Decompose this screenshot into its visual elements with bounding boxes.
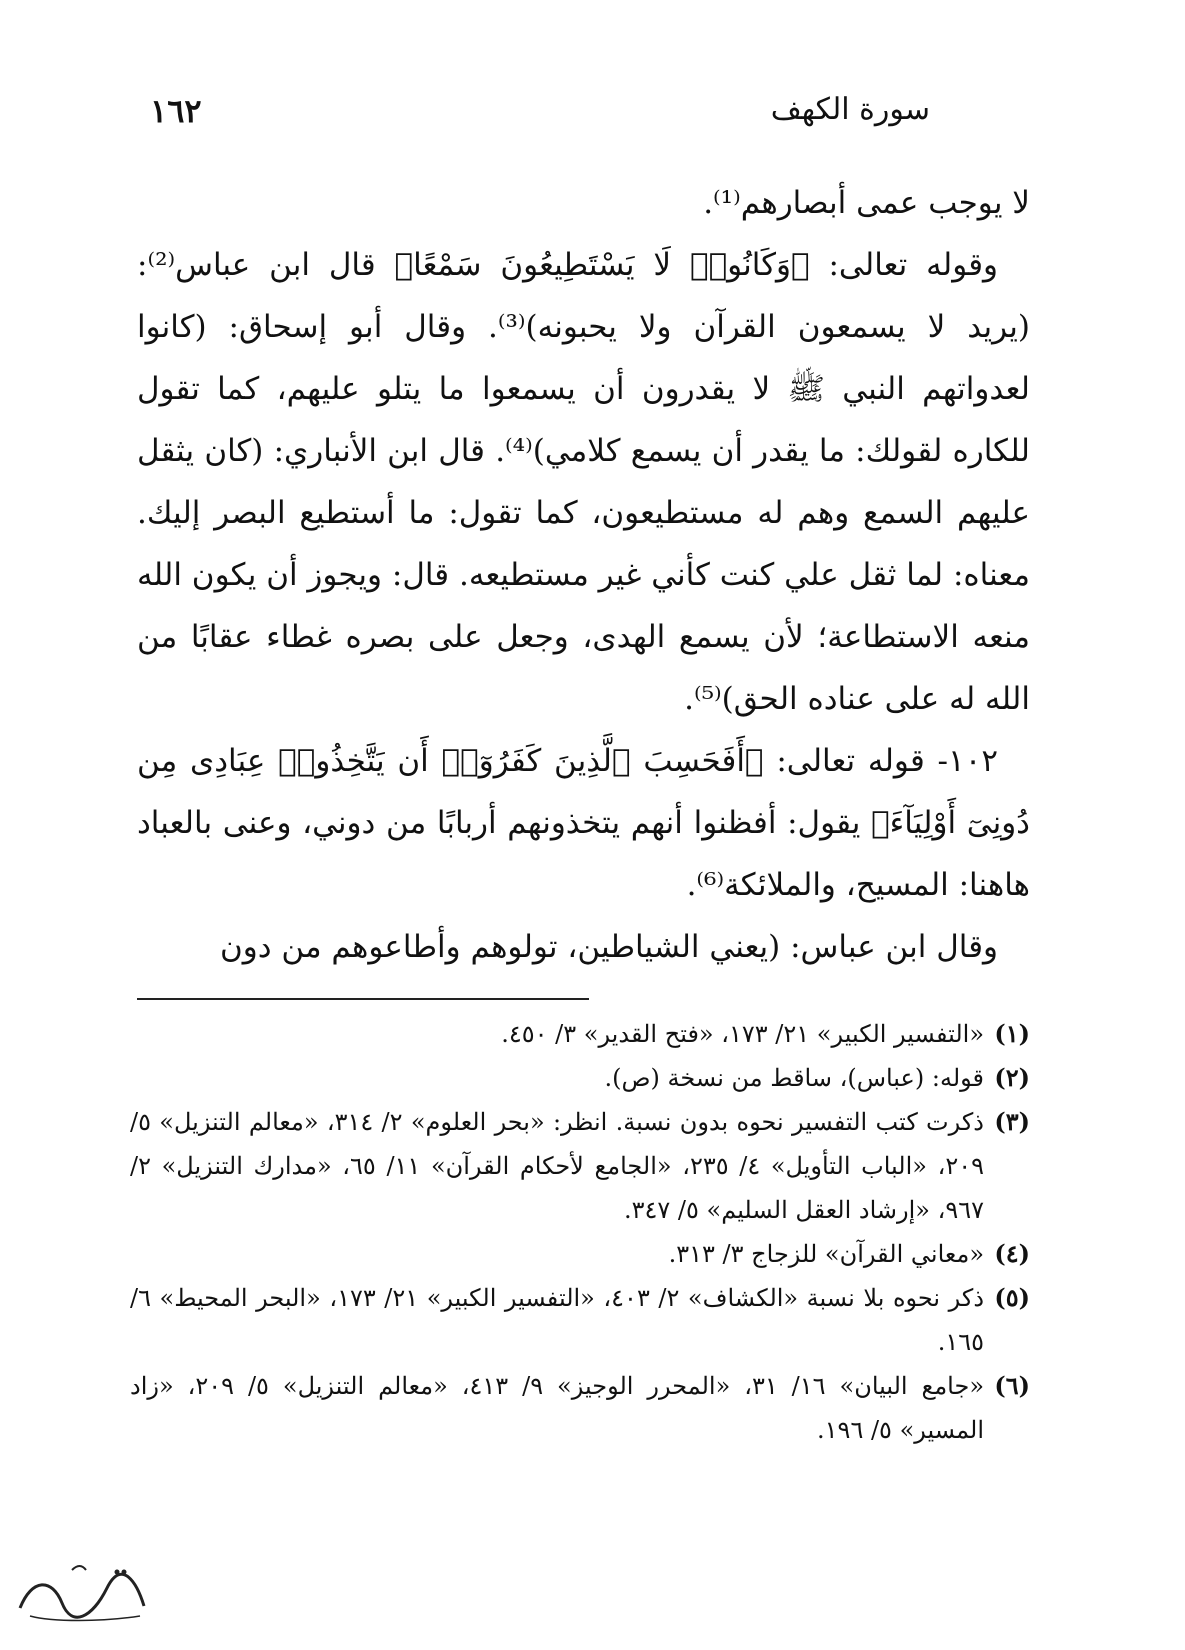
footnote-number: (٣) [994,1107,1030,1136]
footnote-text: ذكرت كتب التفسير نحوه بدون نسبة. انظر: «بحر العلوم» ٢/ ٣١٤، «معالم التنزيل» ٥/ ٢٠٩، «الباب التأويل» ٤/ ٢٣٥، «الجامع لأحكام القرآن» ١١/ ٦٥، «مدارك التنزيل» ٢/ ٩٦٧، «إرشاد العقل السليم» ٥/ ٣٤٧. [130,1108,985,1224]
footnote-number: (٤) [994,1239,1030,1268]
footnote-text: ذكر نحوه بلا نسبة «الكشاف» ٢/ ٤٠٣، «التفسير الكبير» ٢١/ ١٧٣، «البحر المحيط» ٦/ ١٦٥. [130,1284,985,1356]
main-text [137,172,1030,978]
paragraph: وقوله تعالى: ﴿وَكَانُوا۟ لَا يَسْتَطِيعُونَ سَمْعًا﴾ قال ابن عباس⁽²⁾: (يريد لا يسمعون القرآن ولا يحبونه)⁽³⁾. وقال أبو إسحاق: (كانوا لعدواتهم النبي ﷺ لا يقدرون أن يسمعوا ما يتلو عليهم، كما تقول للكاره لقولك: ما يقدر أن يسمع كلامي)⁽⁴⁾. قال ابن الأنباري: (كان يثقل عليهم السمع وهم له مستطيعون، كما تقول: ما أستطيع البصر إليك. معناه: لما ثقل علي كنت كأني غير مستطيعه. قال: ويجوز أن يكون الله منعه الاستطاعة؛ لأن يسمع الهدى، وجعل على بصره غطاء عقابًا من الله له على عناده الحق)⁽⁵⁾. [137,247,1031,717]
footnote-divider [137,998,589,1000]
paragraph: وقال ابن عباس: (يعني الشياطين، تولوهم وأطاعوهم من دون [219,929,998,965]
footnote-number: (٢) [994,1063,1030,1092]
paragraph: لا يوجب عمى أبصارهم⁽¹⁾. [703,185,1030,221]
footnote-text: «معاني القرآن» للزجاج ٣/ ٣١٣. [668,1240,984,1268]
footnote [130,1100,1030,1232]
watermark-logo [12,1558,152,1630]
footnote-number: (٥) [994,1283,1030,1312]
page-number: ١٦٢ [150,92,202,130]
page-header [150,92,1035,142]
footnote [130,1364,1030,1452]
footnote-number: (٦) [994,1371,1030,1400]
surah-title: سورة الكهف [770,92,930,127]
footnote [130,1012,1030,1056]
footnote [130,1232,1030,1276]
footnotes [130,1012,1030,1452]
paragraph: ١٠٢- قوله تعالى: ﴿أَفَحَسِبَ ٱلَّذِينَ كَفَرُوٓا۟ أَن يَتَّخِذُوا۟ عِبَادِى مِن دُونِىٓ أَوْلِيَآءَ﴾ يقول: أفظنوا أنهم يتخذونهم أربابًا من دوني، وعنى بالعباد هاهنا: المسيح، والملائكة⁽⁶⁾. [137,743,1030,903]
footnote-text: «جامع البيان» ١٦/ ٣١، «المحرر الوجيز» ٩/ ٤١٣، «معالم التنزيل» ٥/ ٢٠٩، «زاد المسير» ٥/ ١٩٦. [130,1372,985,1444]
footnote [130,1056,1030,1100]
footnote-text: «التفسير الكبير» ٢١/ ١٧٣، «فتح القدير» ٣/ ٤٥٠. [501,1020,984,1048]
footnote-number: (١) [994,1019,1030,1048]
footnote-text: قوله: (عباس)، ساقط من نسخة (ص). [604,1064,984,1092]
footnote [130,1276,1030,1364]
